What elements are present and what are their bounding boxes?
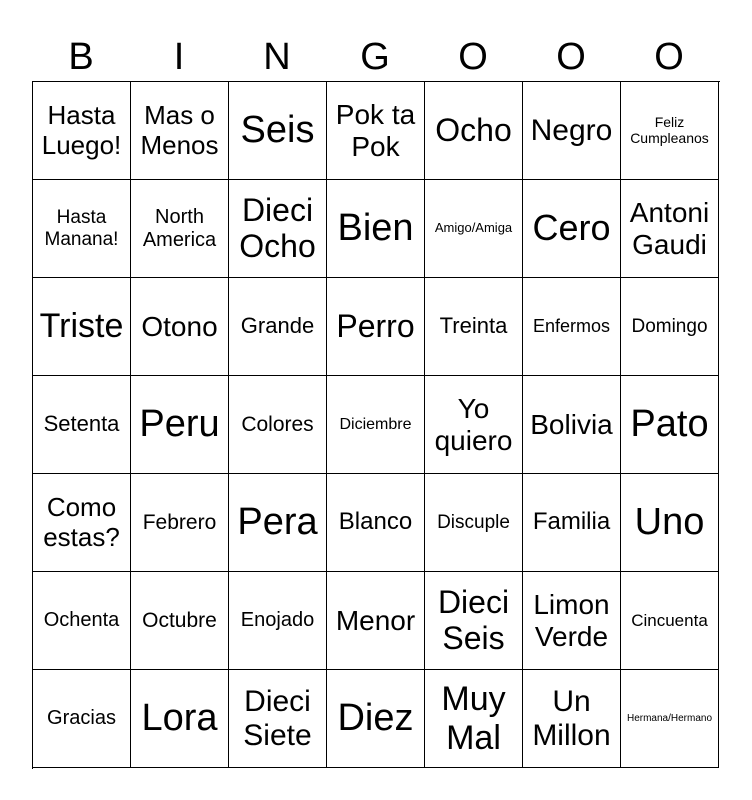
header-letter: I [173, 36, 185, 78]
bingo-cell[interactable] [327, 474, 425, 572]
bingo-cell[interactable] [523, 82, 621, 180]
bingo-cell-text: Octubre [142, 608, 217, 632]
bingo-cell[interactable] [621, 670, 719, 768]
bingo-cell-text: Como estas? [43, 492, 120, 552]
bingo-cell[interactable] [131, 572, 229, 670]
bingo-cell-text: Dieci Siete [243, 684, 312, 752]
bingo-cell-text: Ochenta [43, 609, 120, 632]
bingo-cell[interactable] [229, 82, 327, 180]
header-letter: O [654, 36, 684, 78]
header-letter: N [263, 36, 291, 78]
bingo-cell-text: North America [142, 206, 217, 251]
header-letter: O [556, 36, 586, 78]
bingo-cell[interactable] [621, 474, 719, 572]
bingo-cell[interactable] [33, 474, 131, 572]
bingo-cell[interactable] [425, 474, 523, 572]
bingo-cell-text: Hasta Luego! [41, 100, 122, 160]
bingo-grid [32, 81, 720, 769]
bingo-cell-text: Gracias [47, 707, 116, 730]
bingo-cell-text: Negro [530, 113, 613, 147]
bingo-cell-text: Muy Mal [441, 680, 506, 757]
bingo-cell-text: Bien [337, 207, 414, 250]
bingo-cell[interactable] [327, 376, 425, 474]
bingo-cell[interactable] [229, 572, 327, 670]
bingo-cell-text: Pok ta Pok [335, 99, 416, 162]
bingo-cell[interactable] [131, 376, 229, 474]
bingo-cell-text: Dieci Ocho [239, 191, 316, 264]
bingo-cell-text: Peru [139, 403, 220, 446]
header-letter: G [360, 36, 390, 78]
bingo-cell[interactable] [327, 82, 425, 180]
bingo-cell[interactable] [131, 278, 229, 376]
header-letter: O [458, 36, 488, 78]
bingo-cell-text: Cero [532, 207, 611, 249]
bingo-header [32, 32, 720, 82]
bingo-cell[interactable] [33, 572, 131, 670]
bingo-cell[interactable] [33, 180, 131, 278]
bingo-cell-text: Enojado [240, 609, 315, 632]
bingo-cell-text: Diez [337, 697, 414, 740]
bingo-cell-text: Feliz Cumpleanos [630, 113, 709, 146]
bingo-cell-text: Limon Verde [533, 589, 610, 652]
bingo-cell[interactable] [621, 376, 719, 474]
bingo-cell-text: Grande [240, 313, 315, 339]
bingo-cell-text: Colores [241, 412, 314, 436]
bingo-cell-text: Hermana/Hermano [626, 712, 713, 724]
bingo-cell[interactable] [327, 670, 425, 768]
bingo-cell[interactable] [229, 670, 327, 768]
bingo-cell-text: Cincuenta [631, 610, 708, 630]
bingo-cell[interactable] [229, 180, 327, 278]
bingo-cell-text: Triste [39, 307, 124, 346]
bingo-cell[interactable] [523, 474, 621, 572]
bingo-cell-text: Febrero [142, 510, 217, 534]
bingo-cell-text: Yo quiero [434, 393, 513, 456]
bingo-cell-text: Familia [532, 508, 611, 536]
bingo-cell-text: Seis [240, 109, 315, 152]
bingo-cell[interactable] [621, 278, 719, 376]
bingo-cell[interactable] [229, 278, 327, 376]
bingo-cell-text: Otono [141, 310, 218, 342]
bingo-cell[interactable] [33, 82, 131, 180]
bingo-cell[interactable] [523, 180, 621, 278]
bingo-cell[interactable] [621, 82, 719, 180]
bingo-cell-text: Setenta [43, 411, 120, 437]
bingo-cell[interactable] [523, 376, 621, 474]
bingo-cell[interactable] [131, 82, 229, 180]
bingo-cell[interactable] [229, 376, 327, 474]
bingo-cell[interactable] [523, 670, 621, 768]
bingo-cell[interactable] [327, 572, 425, 670]
bingo-cell[interactable] [523, 278, 621, 376]
bingo-cell-text: Pera [237, 501, 318, 544]
bingo-cell-text: Blanco [338, 508, 413, 536]
header-letter: B [68, 36, 94, 78]
bingo-cell-text: Bolivia [530, 408, 613, 440]
bingo-cell[interactable] [33, 278, 131, 376]
bingo-cell[interactable] [621, 180, 719, 278]
bingo-cell-text: Treinta [439, 313, 508, 339]
bingo-cell[interactable] [523, 572, 621, 670]
bingo-cell[interactable] [425, 278, 523, 376]
bingo-cell-text: Hasta Manana! [44, 207, 119, 250]
bingo-cell-text: Menor [335, 604, 416, 636]
bingo-cell[interactable] [33, 376, 131, 474]
bingo-cell-text: Amigo/Amiga [434, 220, 513, 236]
bingo-cell-text: Lora [141, 697, 218, 740]
bingo-cell[interactable] [425, 180, 523, 278]
bingo-cell[interactable] [131, 180, 229, 278]
bingo-cell-text: Enfermos [532, 316, 611, 337]
bingo-cell[interactable] [131, 670, 229, 768]
bingo-cell[interactable] [621, 572, 719, 670]
bingo-cell-text: Antoni Gaudi [629, 197, 710, 260]
bingo-cell-text: Pato [630, 403, 709, 446]
bingo-cell-text: Mas o Menos [140, 100, 219, 160]
bingo-cell[interactable] [33, 670, 131, 768]
bingo-cell-text: Ocho [435, 111, 512, 148]
bingo-cell[interactable] [327, 278, 425, 376]
bingo-cell-text: Discuple [437, 511, 510, 533]
bingo-cell-text: Diciembre [339, 415, 412, 433]
bingo-cell[interactable] [425, 572, 523, 670]
bingo-cell-text: Un Millon [532, 684, 611, 752]
bingo-cell-text: Domingo [631, 315, 708, 337]
bingo-cell[interactable] [229, 474, 327, 572]
bingo-cell[interactable] [425, 670, 523, 768]
bingo-cell[interactable] [327, 180, 425, 278]
bingo-cell-text: Uno [634, 501, 705, 544]
bingo-cell[interactable] [131, 474, 229, 572]
bingo-cell-text: Perro [336, 307, 415, 344]
bingo-cell[interactable] [425, 376, 523, 474]
bingo-cell-text: Dieci Seis [437, 583, 510, 656]
bingo-cell[interactable] [425, 82, 523, 180]
